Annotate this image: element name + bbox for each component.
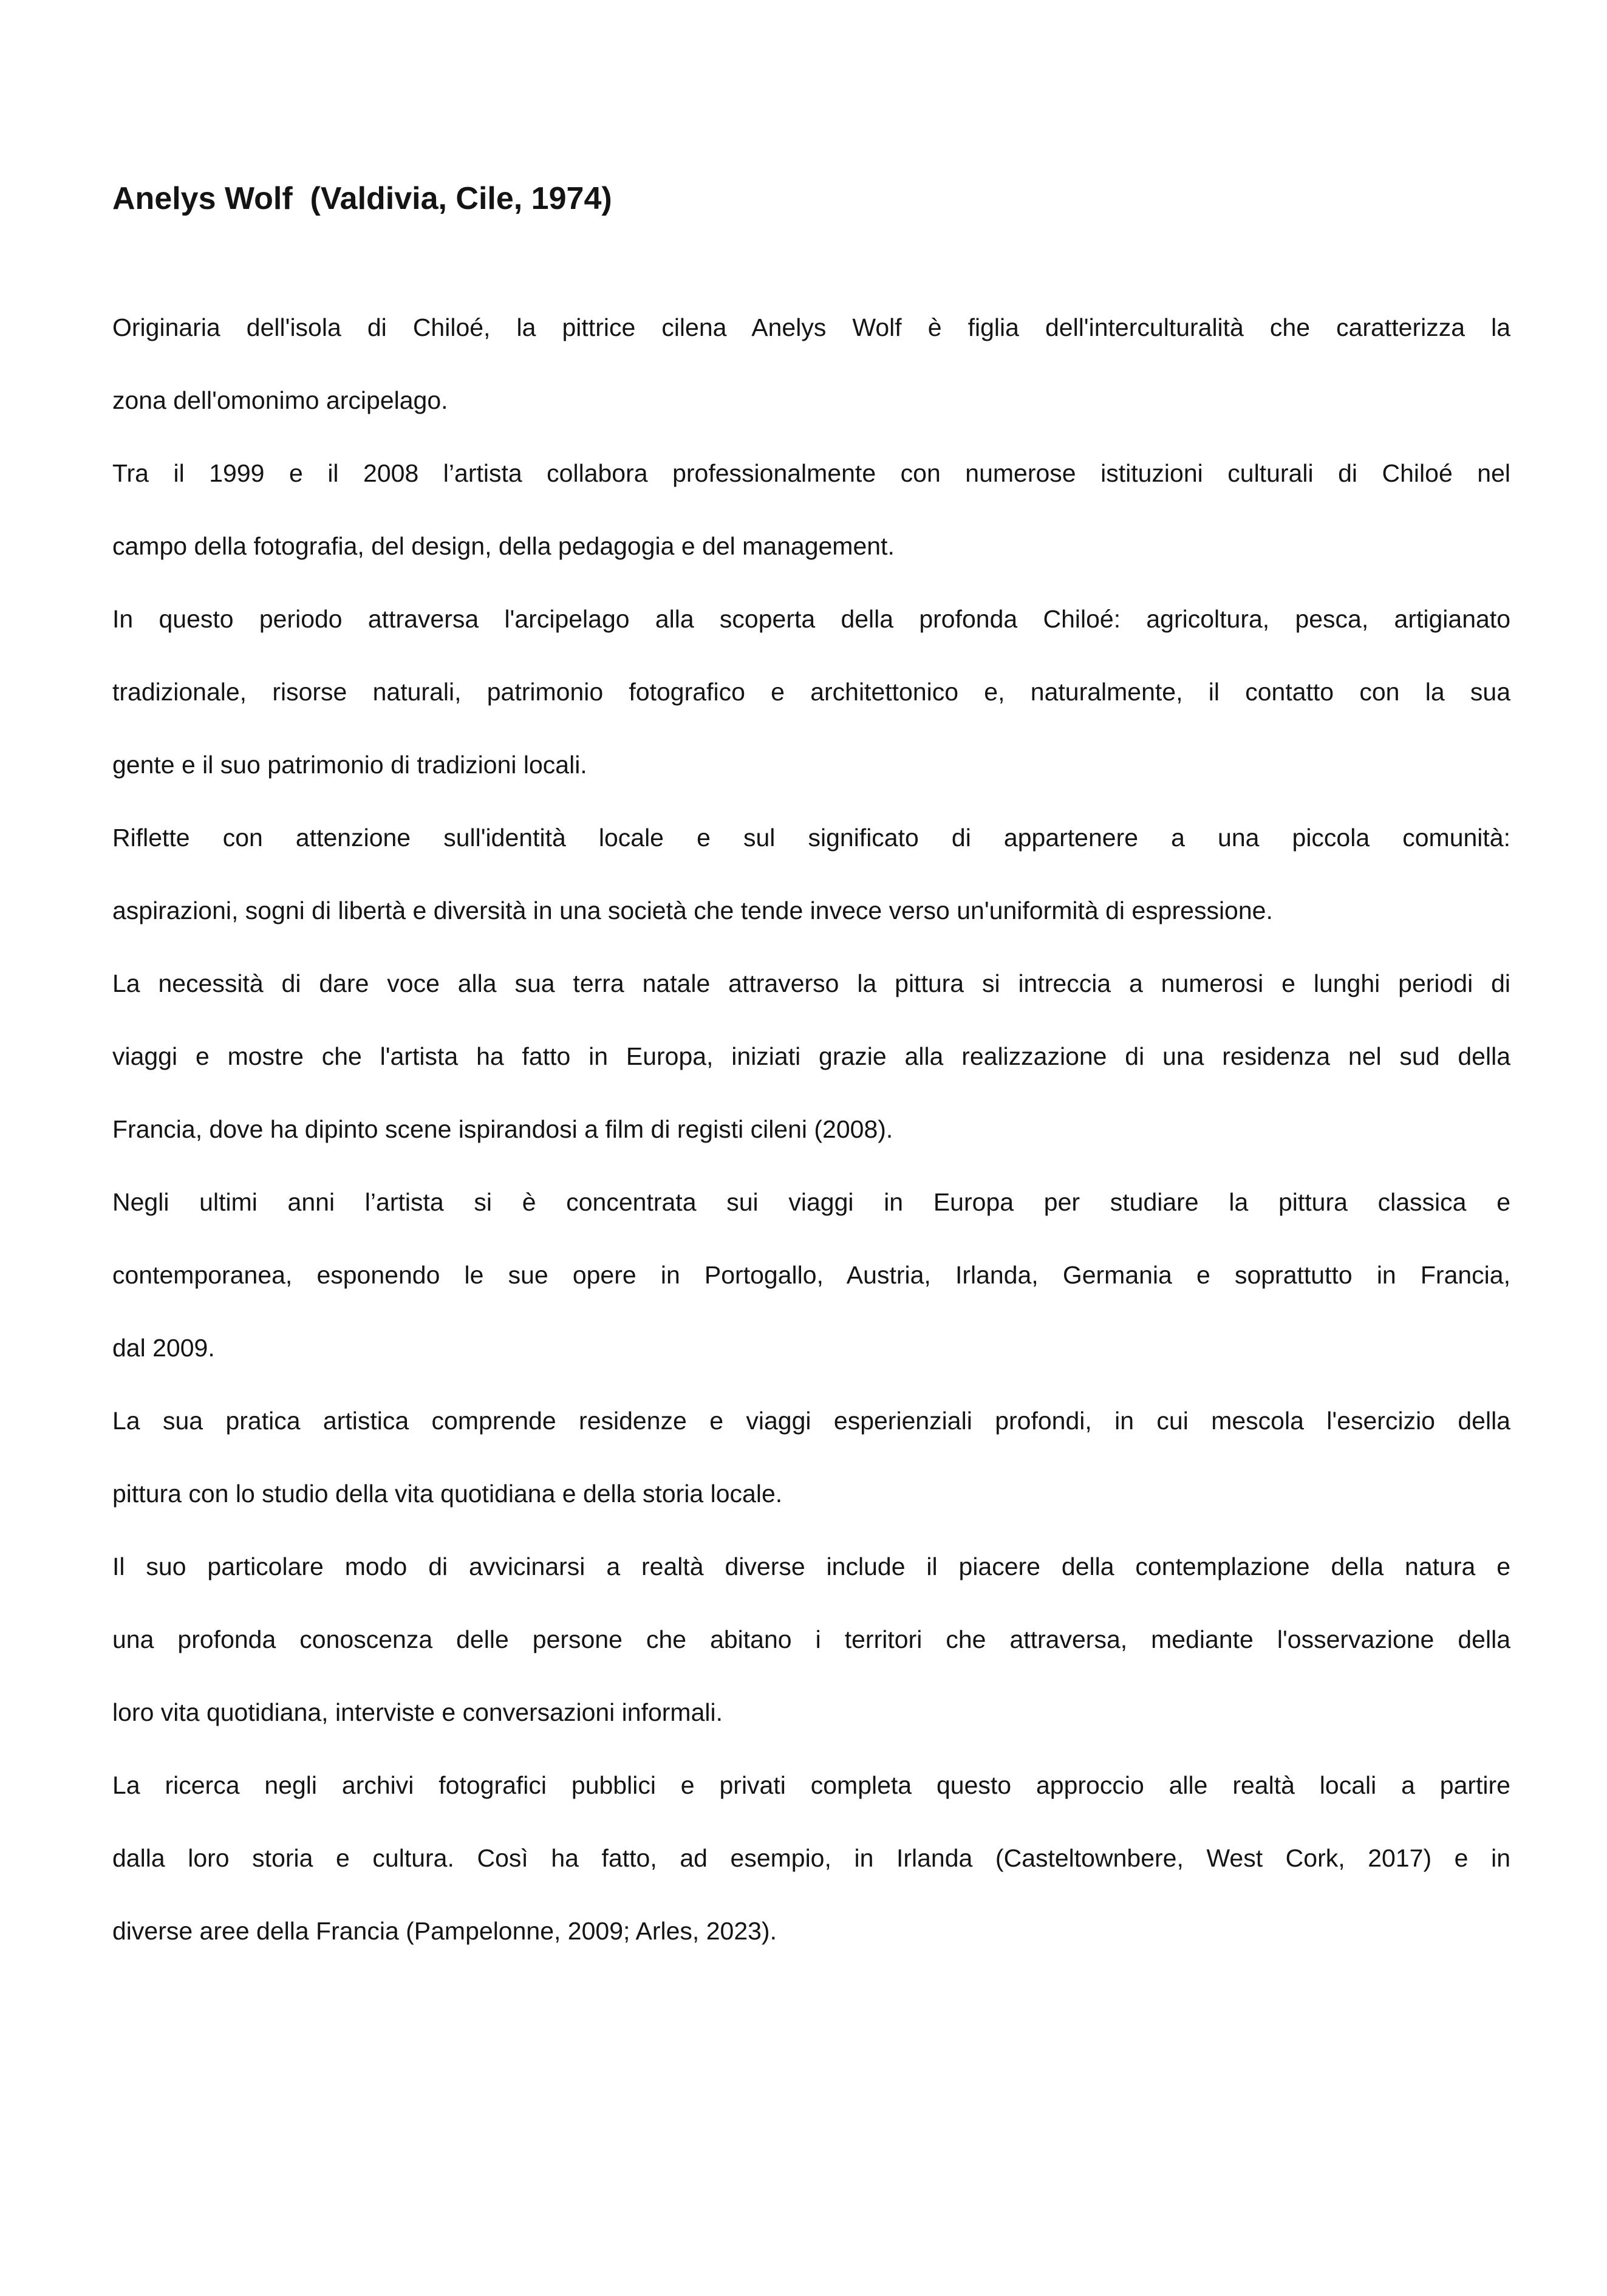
paragraph-line: In questo periodo attraversa l'arcipelago alla scoperta della profonda Chiloé: agricoltura, pesca, artigianato (112, 605, 1510, 633)
document-body (112, 291, 1510, 1967)
paragraph-line: diverse aree della Francia (Pampelonne, 2009; Arles, 2023). (112, 1917, 777, 1945)
paragraph-line: una profonda conoscenza delle persone che abitano i territori che attraversa, mediante l'osservazione della (112, 1625, 1510, 1653)
document-title: Anelys Wolf (Valdivia, Cile, 1974) (112, 181, 612, 216)
paragraph-line: La necessità di dare voce alla sua terra natale attraverso la pittura si intreccia a numerosi e lunghi periodi di (112, 969, 1510, 997)
paragraph-line: La sua pratica artistica comprende residenze e viaggi esperienziali profondi, in cui mescola l'esercizio della (112, 1407, 1510, 1435)
paragraph-line: pittura con lo studio della vita quotidiana e della storia locale. (112, 1480, 783, 1508)
paragraph-line: viaggi e mostre che l'artista ha fatto in Europa, iniziati grazie alla realizzazione di una residenza nel sud della (112, 1042, 1510, 1070)
paragraph-line: zona dell'omonimo arcipelago. (112, 386, 448, 414)
paragraph-line: Francia, dove ha dipinto scene ispirandosi a film di registi cileni (2008). (112, 1115, 893, 1143)
paragraph-line: gente e il suo patrimonio di tradizioni locali. (112, 751, 587, 779)
paragraph-line: dalla loro storia e cultura. Così ha fatto, ad esempio, in Irlanda (Casteltownbere, West Cork, 2017) e in (112, 1844, 1510, 1872)
paragraph-line: La ricerca negli archivi fotografici pubblici e privati completa questo approccio alle realtà locali a partire (112, 1771, 1510, 1799)
paragraph-line: campo della fotografia, del design, della pedagogia e del management. (112, 532, 895, 560)
paragraph-line: Riflette con attenzione sull'identità locale e sul significato di appartenere a una piccola comunità: (112, 824, 1510, 852)
paragraph-line: Negli ultimi anni l’artista si è concentrata sui viaggi in Europa per studiare la pittura classica e (112, 1188, 1510, 1216)
paragraph-line: dal 2009. (112, 1334, 215, 1362)
title-gap (112, 235, 1510, 291)
paragraph-line: aspirazioni, sogni di libertà e diversità in una società che tende invece verso un'uniformità di espressione. (112, 897, 1273, 924)
paragraph-line: Originaria dell'isola di Chiloé, la pittrice cilena Anelys Wolf è figlia dell'interculturalità che caratterizza la (112, 313, 1510, 341)
paragraph-line: tradizionale, risorse naturali, patrimonio fotografico e architettonico e, naturalmente, il contatto con la sua (112, 678, 1510, 706)
paragraph-line: loro vita quotidiana, interviste e conversazioni informali. (112, 1698, 723, 1726)
paragraph-line: Il suo particolare modo di avvicinarsi a realtà diverse include il piacere della contemplazione della natura e (112, 1553, 1510, 1580)
paragraph-line: Tra il 1999 e il 2008 l’artista collabora professionalmente con numerose istituzioni culturali di Chiloé nel (112, 459, 1510, 487)
paragraph-line: contemporanea, esponendo le sue opere in Portogallo, Austria, Irlanda, Germania e soprattutto in Francia, (112, 1261, 1510, 1289)
